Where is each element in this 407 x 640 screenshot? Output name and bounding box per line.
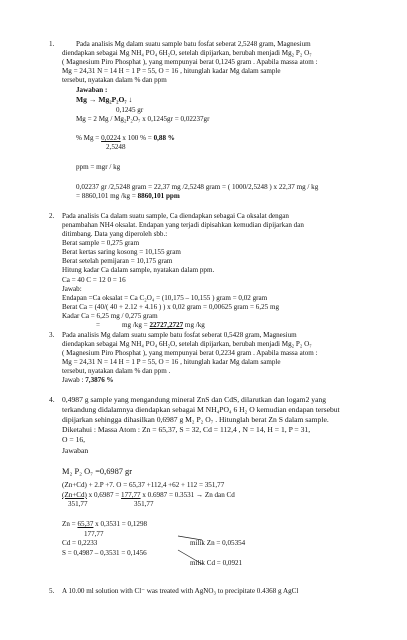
ratio-left: (Zn+Cd) xyxy=(62,491,87,499)
problem-1-line: ( Magnesium Piro Phosphat ), yang mempunyai berat 0,1245 gram . Apabila massa atom : xyxy=(62,58,318,66)
problem-3-line: ( Magnesium Piro Phosphat ), yang mempunyai berat 0,2234 gram . Apabila massa atom : xyxy=(62,349,318,357)
zn-numerator: 65,37 xyxy=(77,520,94,528)
milik-cd: milik Cd = 0,0921 xyxy=(190,559,243,567)
problem-4-jawaban-label: Jawaban xyxy=(62,446,89,455)
ppm-formula: ppm = mgr / kg xyxy=(76,163,121,171)
problem-4-m2p2o7: M₂ P₂ O₇ =0,6987 gr xyxy=(62,467,133,476)
problem-1-line: Mg = 24,31 N = 14 H = 1 P = 55, O = 16 , hitunglah kadar Mg dalam sample xyxy=(62,67,281,75)
problem-1-mg-calc: Mg = 2 Mg / Mg₂P₂O₇ x 0,1245gr = 0,02237gr xyxy=(76,115,210,123)
ppm-result: 8860,101 ppm xyxy=(137,192,180,200)
problem-4-sum: (Zn+Cd) + 2.P +7. O = 65,37 +112,4 +62 + 112 = 351,77 xyxy=(62,481,225,489)
problem-4-line: 0,4987 g sample yang mengandung mineral ZnS dan CdS, dilarutkan dan logam2 yang xyxy=(62,395,327,404)
problem-3-number: 3. xyxy=(49,331,55,339)
problem-1-line: Pada analisis Mg dalam suatu sample batu fosfat seberat 2,5248 gram, Magnesium xyxy=(76,40,311,48)
problem-2-number: 2. xyxy=(49,212,55,220)
problem-1-jawaban-label: Jawaban : xyxy=(76,86,108,94)
problem-4-ratio xyxy=(62,491,235,500)
problem-2-data-row: Berat kertas saring kosong = 10,155 gram xyxy=(62,248,181,256)
ratio-denominator-2: 351,77 xyxy=(134,500,154,508)
percent-label: % Mg = xyxy=(76,134,102,142)
result-left: mg /kg = xyxy=(122,321,150,329)
result-value: 22727,2727 xyxy=(149,321,184,329)
problem-4-zn xyxy=(62,520,147,529)
problem-2-result xyxy=(122,321,205,330)
ppm-calc-2-left: = 8860,101 mg /kg = xyxy=(76,192,138,200)
problem-1-number: 1. xyxy=(49,40,55,48)
zn-left: Zn = xyxy=(62,520,78,528)
problem-2-jawab-label: Jawab: xyxy=(62,285,82,293)
zn-right: x 0,3531 = 0,1298 xyxy=(93,520,148,528)
ratio-denominator-1: 351,77 xyxy=(68,500,88,508)
ratio-numerator: 177,77 xyxy=(121,491,141,499)
jawab-value: 7,3876 % xyxy=(85,376,114,384)
problem-4-number: 4. xyxy=(49,395,55,404)
problem-3-jawab xyxy=(62,376,114,385)
ratio-mid: x 0,6987 = xyxy=(86,491,122,499)
problem-1-reaction: Mg → Mg₂P₂O₇ ↓ xyxy=(76,95,133,104)
problem-2-line: Pada analisis Ca dalam suatu sample, Ca diendapkan sebagai Ca oksalat dengan xyxy=(62,212,289,220)
problem-3-line: Pada analisis Mg dalam suatu sample batu fosfat seberat 0,5428 gram, Magnesium xyxy=(62,331,297,339)
percent-times: x 100 % = xyxy=(120,134,154,142)
milik-zn: milik Zn = 0,05354 xyxy=(190,539,246,547)
problem-2-line: ditimbang. Data yang diperoleh sbb.: xyxy=(62,230,168,238)
percent-numerator: 0,0224 xyxy=(101,134,121,142)
problem-5-text: A 10.00 ml solution with Cl⁻ was treated with AgNO₃ to precipitate 0.4368 g AgCl xyxy=(62,587,299,595)
problem-2-question: Hitung kadar Ca dalam sample, nyatakan dalam ppm. xyxy=(62,266,215,274)
problem-2-result-eq: = xyxy=(96,321,101,329)
problem-2-atoms: Ca = 40 C = 12 0 = 16 xyxy=(62,276,126,284)
ppm-calc-2 xyxy=(76,192,180,201)
percent-result: 0,88 % xyxy=(153,134,175,142)
problem-1-precipitate-mass: 0,1245 gr xyxy=(116,106,144,114)
problem-3-line: tersebut, nyatakan dalam % dan ppm . xyxy=(62,367,171,375)
problem-4-s: S = 0,4987 – 0,3531 = 0,1456 xyxy=(62,549,147,557)
problem-2-berat-ca: Berat Ca = (40/( 40 + 2.12 + 4.16 ) ) x 0,02 gram = 0,00625 gram = 6,25 mg xyxy=(62,303,280,311)
ppm-calc-1: 0,02237 gr /2,5248 gram = 22,37 mg /2,5248 gram = ( 1000/2,5248 ) x 22,37 mg / kg xyxy=(76,183,319,191)
result-unit: mg /kg xyxy=(183,321,205,329)
ratio-right: x 0.6987 = 0.3531 → Zn dan Cd xyxy=(140,491,235,499)
problem-2-kadar-ca: Kadar Ca = 6,25 mg / 0,275 gram xyxy=(62,312,158,320)
problem-2-endapan: Endapan =Ca oksalat = Ca C₂O₄ = (10,175 – 10,155 ) gram = 0,02 gram xyxy=(62,294,268,302)
problem-2-data-row: Berat setelah pemijaran = 10,175 gram xyxy=(62,257,173,265)
problem-4-cd: Cd = 0,2233 xyxy=(62,539,98,547)
problem-2-data-row: Berat sample = 0,275 gram xyxy=(62,239,140,247)
problem-5-number: 5. xyxy=(49,587,55,595)
jawab-label: Jawab : xyxy=(62,376,86,384)
problem-4-line: dipijarkan sehingga dihasilkan 0,6987 g M₂ P₂ O₇ . Hitunglah berat Zn S dalam sample. xyxy=(62,415,329,424)
problem-1-line: diendapkan sebagai Mg NH₄ PO₄ 6H₂O, setelah dipijarkan, berubah menjadi Mg₂ P₂ O₇ xyxy=(62,49,312,57)
problem-2-line: penambahan NH4 oksalat. Endapan yang terjadi dipisahkan kemudian dipijarkan dan xyxy=(62,221,304,229)
problem-1-line: tersebut, nyatakan dalam % dan ppm xyxy=(62,76,167,84)
problem-3-line: diendapkan sebagai Mg NH₄ PO₄ 6H₂O, setelah dipijarkan, berubah menjadi Mg₂ P₂ O₇ xyxy=(62,340,312,348)
problem-4-line: terkandung didalamnya diendapkan sebagai M NH₄PO₄ 6 H₂ O kemudian endapan tersebut xyxy=(62,405,340,414)
percent-denominator: 2,5248 xyxy=(106,143,126,151)
problem-4-line: O = 16, xyxy=(62,435,86,444)
zn-denominator: 177,77 xyxy=(84,530,104,538)
problem-4-line: Diketahui : Massa Atom : Zn = 65,37, S = 32, Cd = 112,4 , N = 14, H = 1, P = 31, xyxy=(62,425,311,434)
problem-1-percent-line xyxy=(76,134,175,143)
problem-3-line: Mg = 24,31 N = 14 H = 1 P = 55, O = 16 , hitunglah kadar Mg dalam sample xyxy=(62,358,281,366)
